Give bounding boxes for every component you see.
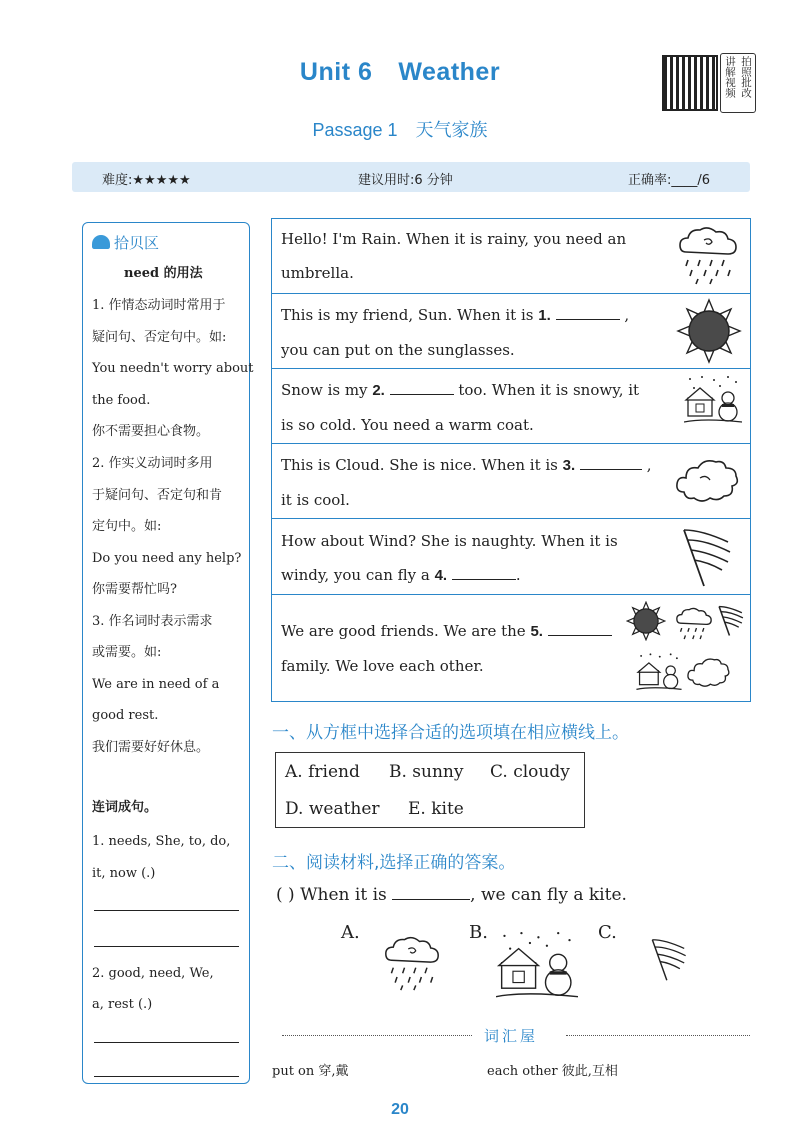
sidebar-line: 3. 作名词时表示需求 — [92, 614, 213, 629]
exercise-2-words: 2. good, need, We, — [92, 966, 214, 981]
choice-c-label[interactable]: C. — [598, 922, 617, 943]
answer-blank[interactable] — [548, 622, 612, 636]
cloud-icon — [686, 654, 732, 690]
question-2-stem — [276, 884, 627, 905]
blank-number: 5. — [530, 623, 543, 640]
passage-line: too. When it is snowy, it — [453, 381, 640, 399]
vocab-title: 词汇屋 — [484, 1027, 539, 1045]
snow-scene-icon — [636, 652, 682, 694]
sidebar-line: 于疑问句、否定句和肯 — [92, 488, 223, 503]
passage-line: umbrella. — [281, 264, 354, 282]
shell-icon — [92, 235, 110, 249]
question-1-title: 一、从方框中选择合适的选项填在相应横线上。 — [272, 723, 629, 743]
sidebar-line: We are in need of a — [92, 677, 220, 692]
qr-label-col-2: 讲解视频 — [724, 56, 736, 98]
qr-code[interactable] — [662, 55, 718, 111]
answer-blank[interactable] — [556, 306, 620, 320]
choice-b-snow-icon[interactable] — [496, 928, 578, 1006]
sidebar-line: 你需要帮忙吗? — [92, 582, 177, 597]
passage-title — [0, 116, 800, 142]
sidebar-line: 你不需要担心食物。 — [92, 424, 210, 439]
rain-cloud-icon — [674, 606, 714, 644]
blank-number: 2. — [372, 382, 385, 399]
info-bar — [72, 162, 750, 192]
passage-line: This is my friend, Sun. When it is — [281, 306, 539, 324]
option-e: E. kite — [408, 799, 464, 819]
qr-label — [720, 53, 756, 113]
blank-number: 4. — [434, 567, 448, 584]
sidebar-line: 定句中。如: — [92, 519, 162, 534]
passage-line: We are good friends. We are the — [281, 622, 531, 640]
choice-b-label[interactable]: B. — [469, 922, 488, 943]
exercise-1-words: 1. needs, She, to, do, — [92, 834, 231, 849]
sidebar-line: 1. 作情态动词时常用于 — [92, 298, 226, 313]
qr-label-col-1: 拍照批改 — [740, 56, 752, 98]
passage-text-rain — [281, 222, 673, 290]
question-2-title: 二、阅读材料,选择正确的答案。 — [272, 853, 516, 873]
passage-line: Snow is my — [281, 381, 373, 399]
passage-line: . — [515, 566, 521, 584]
answer-line[interactable] — [94, 910, 239, 911]
option-c: C. cloudy — [490, 762, 570, 782]
blank-number: 1. — [538, 307, 551, 324]
passage-line: family. We love each other. — [281, 657, 484, 675]
stem-text: , we can fly a kite. — [470, 885, 627, 905]
answer-line[interactable] — [94, 1076, 239, 1077]
unit-name: Weather — [398, 58, 501, 86]
sidebar-topic: need 的用法 — [124, 266, 203, 281]
exercise-title: 连词成句。 — [92, 800, 158, 815]
vocab-divider-left — [282, 1035, 472, 1036]
option-a: A. friend — [285, 762, 360, 782]
accuracy-field: 正确率:____/6 — [628, 173, 711, 188]
passage-number: Passage 1 — [312, 120, 398, 140]
passage-line: This is Cloud. She is nice. When it is — [281, 456, 563, 474]
page-number: 20 — [391, 1101, 409, 1118]
snow-scene-icon — [684, 374, 742, 428]
sidebar-heading — [92, 232, 159, 253]
answer-line[interactable] — [94, 946, 239, 947]
exercise-1-words: it, now (.) — [92, 866, 156, 881]
passage-line: is so cold. You need a warm coat. — [281, 416, 534, 434]
answer-blank[interactable] — [390, 381, 454, 395]
vocab-divider-right — [566, 1035, 750, 1036]
passage-line: , — [646, 456, 652, 474]
passage-line: you can put on the sunglasses. — [281, 341, 515, 359]
exercise-2-words: a, rest (.) — [92, 997, 153, 1012]
suggested-time: 建议用时:6 分钟 — [358, 173, 453, 188]
passage-text-snow — [281, 373, 671, 442]
sun-icon — [626, 601, 666, 641]
answer-paren[interactable]: ( ) — [276, 885, 295, 905]
wind-flag-icon — [716, 602, 746, 640]
cloud-icon — [674, 454, 742, 506]
passage-line: How about Wind? She is naughty. When it is — [281, 532, 618, 550]
difficulty-rating: 难度:★★★★★ — [102, 173, 191, 188]
choice-a-label[interactable]: A. — [341, 922, 360, 943]
passage-line: it is cool. — [281, 491, 350, 509]
option-b: B. sunny — [389, 762, 464, 782]
sidebar-line: You needn't worry about — [92, 361, 254, 376]
passage-text-wind — [281, 524, 671, 593]
choice-c-wind-icon[interactable] — [648, 934, 690, 986]
passage-text-cloud — [281, 448, 671, 517]
answer-line[interactable] — [94, 1042, 239, 1043]
sidebar-heading-text: 拾贝区 — [114, 234, 160, 252]
sidebar-line: 2. 作实义动词时多用 — [92, 456, 213, 471]
option-d: D. weather — [285, 799, 380, 819]
passage-line: windy, you can fly a — [281, 566, 435, 584]
unit-number: Unit 6 — [299, 58, 373, 86]
sidebar-line: Do you need any help? — [92, 551, 242, 566]
sidebar-line: 我们需要好好休息。 — [92, 740, 210, 755]
answer-blank[interactable] — [452, 566, 516, 580]
vocab-item: each other 彼此,互相 — [487, 1064, 618, 1079]
sidebar-line: 疑问句、否定句中。如: — [92, 330, 227, 345]
vocab-item: put on 穿,戴 — [272, 1064, 349, 1079]
rain-cloud-icon — [676, 224, 740, 286]
passage-name: 天气家族 — [415, 120, 488, 140]
passage-line: Hello! I'm Rain. When it is rainy, you need an — [281, 230, 627, 248]
sun-icon — [676, 298, 742, 364]
blank-number: 3. — [562, 457, 576, 474]
passage-line: , — [624, 306, 630, 324]
wind-flag-icon — [678, 526, 736, 590]
answer-blank[interactable] — [392, 884, 470, 900]
passage-text-sun — [281, 298, 671, 367]
choice-a-rain-icon[interactable] — [382, 934, 442, 992]
passage-text-family — [281, 614, 631, 683]
stem-text: When it is — [300, 885, 393, 905]
sidebar-line: 或需要。如: — [92, 645, 162, 660]
answer-blank[interactable] — [580, 456, 642, 470]
sidebar-line: good rest. — [92, 708, 159, 723]
sidebar-line: the food. — [92, 393, 151, 408]
